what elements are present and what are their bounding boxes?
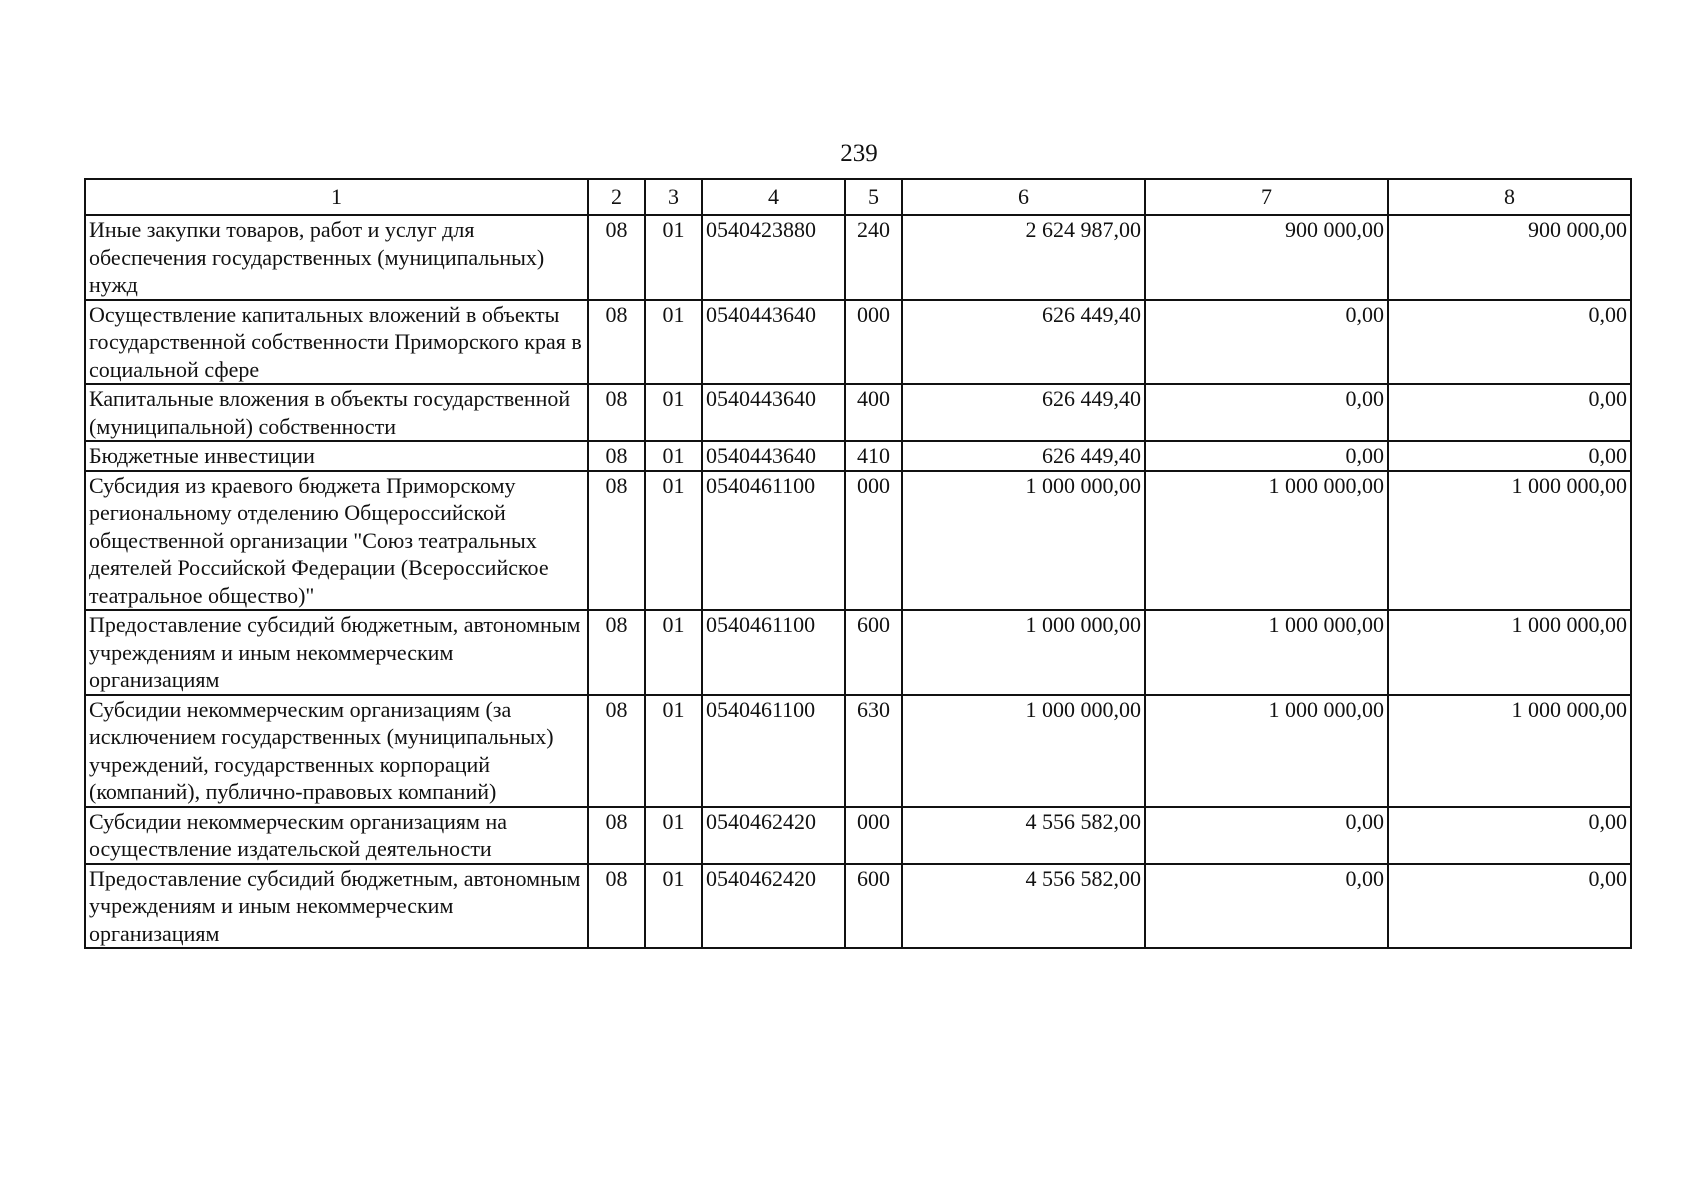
- section-code-cell: 08: [588, 300, 645, 385]
- expense-type-code-cell: 000: [845, 807, 902, 864]
- amount-col6-cell: 2 624 987,00: [902, 215, 1145, 300]
- expense-type-code-cell: 000: [845, 300, 902, 385]
- subsection-code-cell: 01: [645, 441, 702, 471]
- amount-col6-cell: 4 556 582,00: [902, 864, 1145, 949]
- amount-col6-cell: 626 449,40: [902, 300, 1145, 385]
- subsection-code-cell: 01: [645, 864, 702, 949]
- amount-col8-cell: 0,00: [1388, 441, 1631, 471]
- row-name-cell: Капитальные вложения в объекты государственной (муниципальной) собственности: [85, 384, 588, 441]
- column-header-6: 6: [902, 179, 1145, 215]
- amount-col7-cell: 0,00: [1145, 807, 1388, 864]
- amount-col6-cell: 626 449,40: [902, 441, 1145, 471]
- section-code-cell: 08: [588, 384, 645, 441]
- expense-type-code-cell: 000: [845, 471, 902, 611]
- section-code-cell: 08: [588, 441, 645, 471]
- column-header-5: 5: [845, 179, 902, 215]
- table-row: [85, 471, 1631, 611]
- table-row: [85, 610, 1631, 695]
- amount-col8-cell: 1 000 000,00: [1388, 610, 1631, 695]
- amount-col7-cell: 1 000 000,00: [1145, 695, 1388, 807]
- expense-type-code-cell: 240: [845, 215, 902, 300]
- amount-col8-cell: 0,00: [1388, 384, 1631, 441]
- subsection-code-cell: 01: [645, 384, 702, 441]
- table-row: [85, 215, 1631, 300]
- row-name-cell: Субсидии некоммерческим организациям (за исключением государственных (муниципальных) учреждений, государственных корпораций (компаний), публично-правовых компаний): [85, 695, 588, 807]
- row-name-cell: Осуществление капитальных вложений в объекты государственной собственности Приморского края в социальной сфере: [85, 300, 588, 385]
- target-item-code-cell: 0540462420: [702, 807, 845, 864]
- table-header-row: [85, 179, 1631, 215]
- amount-col8-cell: 900 000,00: [1388, 215, 1631, 300]
- expense-type-code-cell: 630: [845, 695, 902, 807]
- column-header-4: 4: [702, 179, 845, 215]
- amount-col7-cell: 0,00: [1145, 300, 1388, 385]
- expense-type-code-cell: 410: [845, 441, 902, 471]
- target-item-code-cell: 0540443640: [702, 300, 845, 385]
- column-header-3: 3: [645, 179, 702, 215]
- target-item-code-cell: 0540461100: [702, 471, 845, 611]
- amount-col6-cell: 1 000 000,00: [902, 610, 1145, 695]
- subsection-code-cell: 01: [645, 610, 702, 695]
- target-item-code-cell: 0540443640: [702, 441, 845, 471]
- amount-col8-cell: 1 000 000,00: [1388, 695, 1631, 807]
- amount-col8-cell: 1 000 000,00: [1388, 471, 1631, 611]
- column-header-8: 8: [1388, 179, 1631, 215]
- target-item-code-cell: 0540461100: [702, 695, 845, 807]
- expense-type-code-cell: 400: [845, 384, 902, 441]
- column-header-2: 2: [588, 179, 645, 215]
- subsection-code-cell: 01: [645, 215, 702, 300]
- table-row: [85, 695, 1631, 807]
- expense-type-code-cell: 600: [845, 864, 902, 949]
- row-name-cell: Предоставление субсидий бюджетным, автономным учреждениям и иным некоммерческим организациям: [85, 610, 588, 695]
- amount-col7-cell: 0,00: [1145, 864, 1388, 949]
- table-row: [85, 384, 1631, 441]
- amount-col8-cell: 0,00: [1388, 300, 1631, 385]
- row-name-cell: Бюджетные инвестиции: [85, 441, 588, 471]
- section-code-cell: 08: [588, 610, 645, 695]
- budget-table: [84, 178, 1632, 949]
- amount-col6-cell: 1 000 000,00: [902, 695, 1145, 807]
- amount-col7-cell: 0,00: [1145, 384, 1388, 441]
- section-code-cell: 08: [588, 864, 645, 949]
- section-code-cell: 08: [588, 471, 645, 611]
- subsection-code-cell: 01: [645, 471, 702, 611]
- expense-type-code-cell: 600: [845, 610, 902, 695]
- amount-col6-cell: 4 556 582,00: [902, 807, 1145, 864]
- amount-col7-cell: 1 000 000,00: [1145, 471, 1388, 611]
- target-item-code-cell: 0540462420: [702, 864, 845, 949]
- row-name-cell: Иные закупки товаров, работ и услуг для обеспечения государственных (муниципальных) нужд: [85, 215, 588, 300]
- amount-col7-cell: 900 000,00: [1145, 215, 1388, 300]
- table-row: [85, 864, 1631, 949]
- section-code-cell: 08: [588, 807, 645, 864]
- page-number: 239: [840, 140, 878, 167]
- subsection-code-cell: 01: [645, 300, 702, 385]
- amount-col8-cell: 0,00: [1388, 807, 1631, 864]
- row-name-cell: Субсидии некоммерческим организациям на осуществление издательской деятельности: [85, 807, 588, 864]
- table-row: [85, 441, 1631, 471]
- row-name-cell: Предоставление субсидий бюджетным, автономным учреждениям и иным некоммерческим организациям: [85, 864, 588, 949]
- amount-col8-cell: 0,00: [1388, 864, 1631, 949]
- amount-col7-cell: 0,00: [1145, 441, 1388, 471]
- section-code-cell: 08: [588, 695, 645, 807]
- table-row: [85, 807, 1631, 864]
- table-row: [85, 300, 1631, 385]
- section-code-cell: 08: [588, 215, 645, 300]
- amount-col6-cell: 626 449,40: [902, 384, 1145, 441]
- target-item-code-cell: 0540461100: [702, 610, 845, 695]
- subsection-code-cell: 01: [645, 695, 702, 807]
- column-header-1: 1: [85, 179, 588, 215]
- amount-col6-cell: 1 000 000,00: [902, 471, 1145, 611]
- subsection-code-cell: 01: [645, 807, 702, 864]
- row-name-cell: Субсидия из краевого бюджета Приморскому региональному отделению Общероссийской общественной организации "Союз театральных деятелей Российской Федерации (Всероссийское театральное общество)": [85, 471, 588, 611]
- amount-col7-cell: 1 000 000,00: [1145, 610, 1388, 695]
- target-item-code-cell: 0540443640: [702, 384, 845, 441]
- column-header-7: 7: [1145, 179, 1388, 215]
- target-item-code-cell: 0540423880: [702, 215, 845, 300]
